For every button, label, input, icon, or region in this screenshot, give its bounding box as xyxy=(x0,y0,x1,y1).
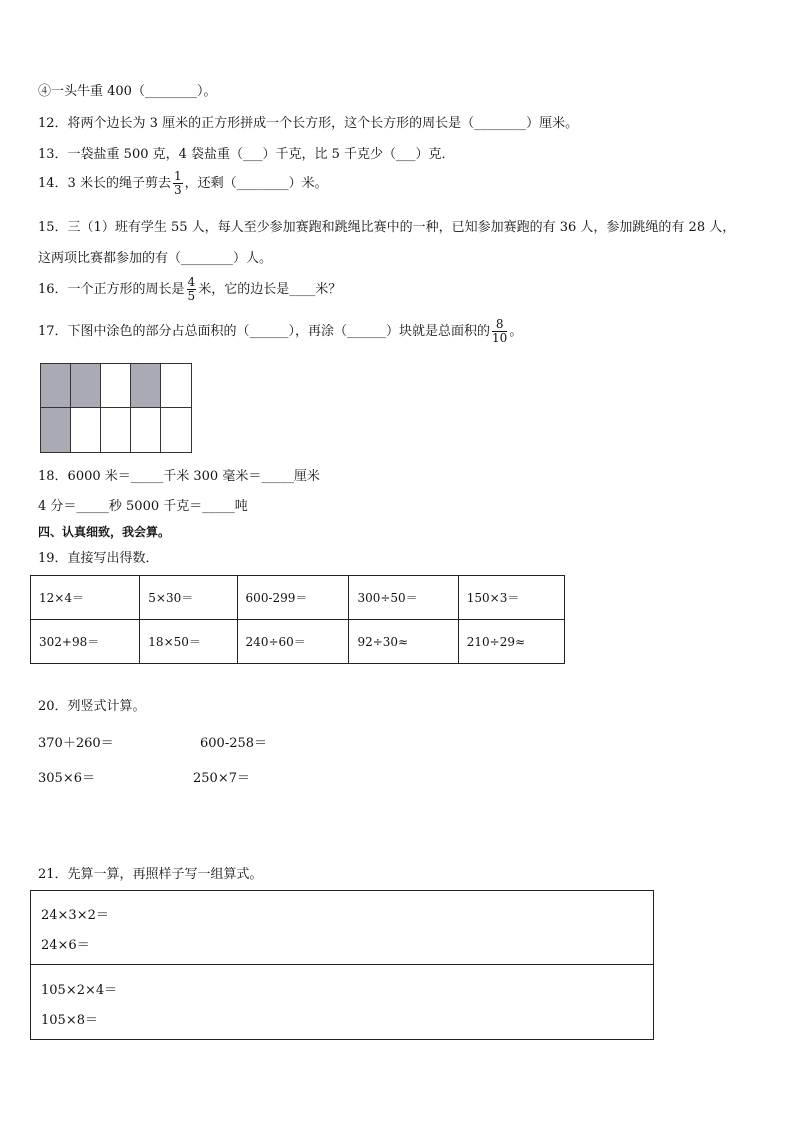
grid-cell-shaded xyxy=(41,408,71,452)
table-cell: 302+98＝ xyxy=(31,620,140,664)
question-13: 13．一袋盐重 500 克，4 袋盐重（___）千克，比 5 千克少（___）克． xyxy=(38,147,455,162)
q11-item-4: ④一头牛重 400（________）。 xyxy=(38,84,217,99)
shaded-grid-figure xyxy=(40,363,192,453)
fraction: $\frac{1}{3}$ xyxy=(173,169,182,197)
table-cell: 600-299＝ xyxy=(237,576,349,620)
divider xyxy=(31,964,653,965)
q21-answer-box xyxy=(30,890,654,1040)
grid-cell xyxy=(101,408,131,452)
table-row xyxy=(31,620,565,664)
q21-item: 105×2×4＝ xyxy=(41,983,118,998)
section-heading: 四、认真细致，我会算。 xyxy=(38,525,171,539)
question-20-title: 20．列竖式计算。 xyxy=(38,699,146,714)
fraction: $\frac{8}{10}$ xyxy=(492,317,508,345)
table-row xyxy=(31,576,565,620)
table-cell: 300÷50＝ xyxy=(349,576,458,620)
q21-item: 24×3×2＝ xyxy=(41,908,109,923)
fraction: $\frac{4}{5}$ xyxy=(187,275,196,303)
question-19-title: 19．直接写出得数． xyxy=(38,551,159,566)
table-cell: 5×30＝ xyxy=(140,576,237,620)
table-cell: 240÷60＝ xyxy=(237,620,349,664)
table-cell: 210÷29≈ xyxy=(458,620,564,664)
grid-cell-shaded xyxy=(71,364,101,408)
q20-item: 600-258＝ xyxy=(200,736,268,751)
question-17: 17．下图中涂色的部分占总面积的（______），再涂（______）块就是总面积的 $\frac{8}{10}$ 。 xyxy=(38,317,523,345)
question-21-title: 21．先算一算，再照样子写一组算式。 xyxy=(38,867,263,882)
grid-cell xyxy=(71,408,101,452)
question-18-line-2: 4 分＝_____秒 5000 千克＝_____吨 xyxy=(38,499,248,514)
table-cell: 92÷30≈ xyxy=(349,620,458,664)
q20-item: 250×7＝ xyxy=(193,771,250,786)
grid-cell xyxy=(131,408,161,452)
table-cell: 18×50＝ xyxy=(140,620,237,664)
q21-item: 105×8＝ xyxy=(41,1013,98,1028)
table-cell: 150×3＝ xyxy=(458,576,564,620)
q20-item: 370＋260＝ xyxy=(38,736,114,751)
q21-item: 24×6＝ xyxy=(41,938,90,953)
q20-item: 305×6＝ xyxy=(38,771,95,786)
grid-cell-shaded xyxy=(41,364,71,408)
q19-calc-table xyxy=(30,575,565,664)
table-cell: 12×4＝ xyxy=(31,576,140,620)
question-15-line-2: 这两项比赛都参加的有（________）人。 xyxy=(38,251,273,266)
question-15-line-1: 15．三（1）班有学生 55 人，每人至少参加赛跑和跳绳比赛中的一种，已知参加赛跑的有 36 人，参加跳绳的有 28 人， xyxy=(38,220,736,235)
question-14: 14．3 米长的绳子剪去 $\frac{1}{3}$ ，还剩（________）米。 xyxy=(38,169,328,197)
grid-cell xyxy=(101,364,131,408)
question-16: 16．一个正方形的周长是 $\frac{4}{5}$ 米，它的边长是____米？ xyxy=(38,275,342,303)
question-12: 12．将两个边长为 3 厘米的正方形拼成一个长方形，这个长方形的周长是（________）厘米。 xyxy=(38,116,579,131)
question-18-line-1: 18．6000 米＝_____千米 300 毫米＝_____厘米 xyxy=(38,469,320,484)
grid-cell-shaded xyxy=(131,364,161,408)
grid-cell xyxy=(161,408,191,452)
grid-cell xyxy=(161,364,191,408)
